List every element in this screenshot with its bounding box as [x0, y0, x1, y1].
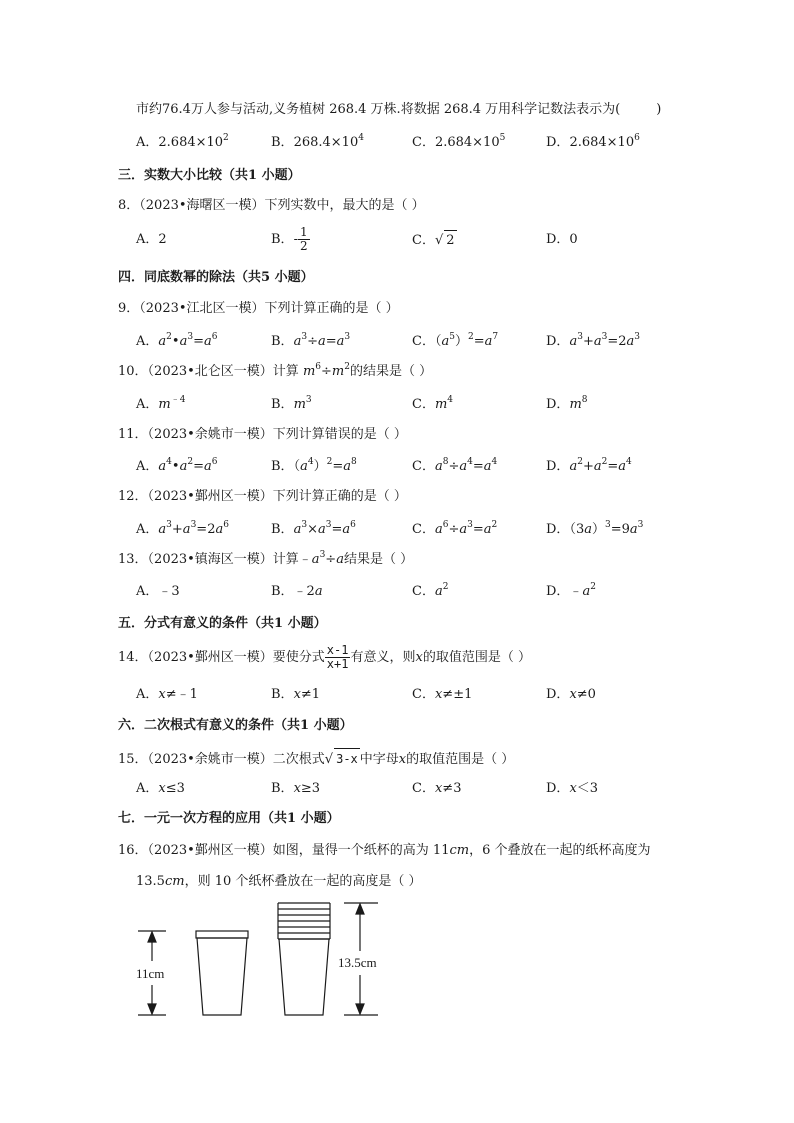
q13-option-d: D．$﹣a^2$ — [546, 582, 596, 599]
section-heading-7: 七．一元一次方程的应用（共1 小题） — [118, 811, 340, 826]
section-heading-3: 三．实数大小比较（共1 小题） — [118, 168, 301, 183]
q7-option-c: C．$2.684\times 10^5$ — [412, 133, 506, 150]
q8-option-a: A．2 — [136, 232, 167, 247]
section-heading-4: 四．同底数幂的除法（共5 小题） — [118, 270, 314, 285]
q14-option-c: C．x≠±1 — [412, 687, 473, 702]
q16-stem-line-2: 13.5cm，则 10 个纸杯叠放在一起的高度是（ ） — [136, 874, 422, 889]
q9-option-a: A．$a^2•a^3=a^6$ — [136, 332, 218, 349]
section-heading-6: 六．二次根式有意义的条件（共1 小题） — [118, 718, 353, 733]
section-heading-5: 五．分式有意义的条件（共1 小题） — [118, 616, 327, 631]
q14-option-a: A．x≠﹣1 — [136, 687, 198, 702]
q10-option-c: C．$m^4$ — [412, 395, 454, 412]
single-cup — [196, 931, 248, 1015]
q15-stem: 15．（2023•余姚市一模）二次根式√ 3-x 中字母x的取值范围是（ ） — [118, 748, 514, 770]
q10-option-d: D．$m^8$ — [546, 395, 588, 412]
q14-option-b: B．x≠1 — [271, 687, 321, 702]
q8-option-c: C．√ 2 — [412, 230, 457, 251]
q8-option-d: D．0 — [546, 232, 578, 247]
q10-stem: 10．（2023•北仑区一模）计算 $m^6\div m^2$的结果是（ ） — [118, 362, 433, 379]
q9-option-b: B．$a^3\div a=a^3$ — [271, 332, 351, 349]
q7-stem-tail: 市约76.4万人参与活动,义务植树 268.4 万株.将数据 268.4 万用科学记数法表示为( ) — [136, 102, 662, 117]
q11-option-b: B．$(a^4)^2=a^8$ — [271, 457, 357, 474]
q12-option-a: A．$a^3+a^3=2a^6$ — [136, 520, 229, 537]
q8-stem: 8．（2023•海曙区一模）下列实数中，最大的是（ ） — [118, 198, 425, 213]
q13-option-a: A．﹣3 — [136, 584, 180, 599]
q12-option-d: D．$(3a)^3=9a^3$ — [546, 520, 644, 537]
fraction-x-minus-1-over-x-plus-1: $\frac{x-1}{x+1}$ — [326, 643, 349, 671]
q15-option-a: A．x≤3 — [136, 781, 185, 796]
q11-option-c: C．$a^8\div a^4=a^4$ — [412, 457, 498, 474]
q13-option-c: C．$a^2$ — [412, 582, 449, 599]
q9-option-d: D．$a^3+a^3=2a^3$ — [546, 332, 641, 349]
q7-option-d: D．$2.684\times 10^6$ — [546, 133, 640, 150]
q8-option-b: B．- $\frac{1}{2}$ — [271, 225, 308, 253]
q9-option-c: C．$(a^5)^2=a^7$ — [412, 332, 499, 349]
q11-option-d: D．$a^2+a^2=a^4$ — [546, 457, 632, 474]
q15-option-c: C．x≠3 — [412, 781, 462, 796]
q15-option-b: B．x≥3 — [271, 781, 321, 796]
q9-stem: 9．（2023•江北区一模）下列计算正确的是（ ） — [118, 301, 399, 316]
q13-stem: 13．（2023•镇海区一模）计算$﹣a^3\div a$结果是（ ） — [118, 550, 414, 567]
q12-stem: 12．（2023•鄞州区一模）下列计算正确的是（ ） — [118, 489, 407, 504]
q7-option-a: A．$2.684\times 10^2$ — [136, 133, 229, 150]
q13-option-b: B．﹣2a — [271, 584, 323, 599]
q10-option-a: A．$m^{﹣4}$ — [136, 395, 186, 412]
q12-option-c: C．$a^6\div a^3=a^2$ — [412, 520, 498, 537]
q12-option-b: B．$a^3\times a^3=a^6$ — [271, 520, 356, 537]
fraction-one-half: $\frac{1}{2}$ — [299, 225, 308, 253]
q14-stem: 14．（2023•鄞州区一模）要使分式 $\frac{x-1}{x+1}$ 有意义，则x的取值范围是（ ） — [118, 643, 531, 671]
stacked-cups — [278, 903, 330, 1015]
q14-option-d: D．x≠0 — [546, 687, 596, 702]
q10-option-b: B．$m^3$ — [271, 395, 312, 412]
single-cup-height-label: 11cm — [136, 966, 165, 981]
square-root-3-minus-x: √ 3-x — [325, 748, 360, 770]
q16-stem-line-1: 16．（2023•鄞州区一模）如图，量得一个纸杯的高为 11cm，6 个叠放在一起的纸杯高度为 — [118, 843, 651, 858]
stack-height-label: 13.5cm — [338, 955, 377, 970]
q15-option-d: D．x＜3 — [546, 781, 599, 796]
q7-option-b: B．$268.4\times 10^4$ — [271, 133, 364, 150]
q11-option-a: A．$a^4•a^2=a^6$ — [136, 457, 218, 474]
square-root: √ 2 — [435, 230, 457, 251]
paper-cups-figure — [130, 895, 390, 1025]
q11-stem: 11．（2023•余姚市一模）下列计算错误的是（ ） — [118, 427, 407, 442]
